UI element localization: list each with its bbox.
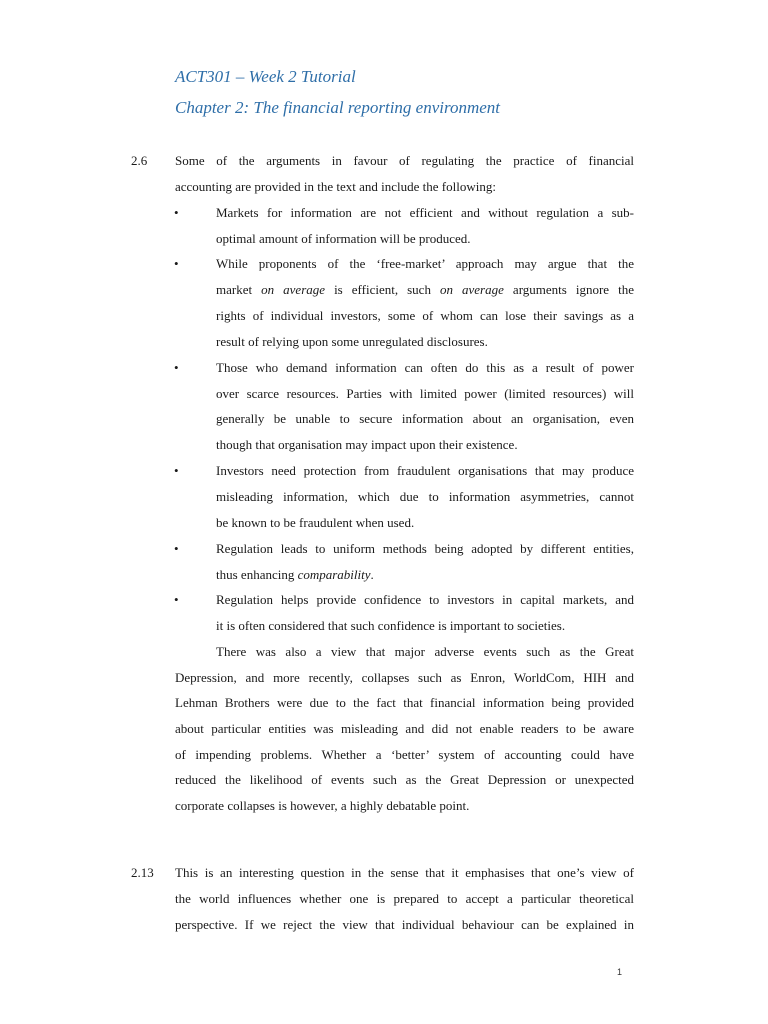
text-run: is efficient, such [325, 282, 440, 297]
section-number: 2.13 [131, 865, 154, 880]
paragraph-line: Lehman Brothers were due to the fact that financial information being provided [175, 695, 634, 710]
emphasis-text: on average [261, 282, 326, 297]
paragraph-line: There was also a view that major adverse events such as the Great [216, 644, 634, 659]
bullet-marker: • [174, 256, 179, 271]
bullet-marker: • [174, 463, 179, 478]
paragraph-line: about particular entities was misleading and did not enable readers to be aware [175, 721, 634, 736]
bullet-line: Those who demand information can often do this as a result of power [216, 360, 634, 375]
bullet-line: Markets for information are not efficient and without regulation a sub- [216, 205, 634, 220]
paragraph-line: reduced the likelihood of events such as the Great Depression or unexpected [175, 772, 634, 787]
bullet-line: optimal amount of information will be produced. [216, 231, 471, 246]
emphasis-text: comparability [297, 567, 371, 582]
bullet-marker: • [174, 541, 179, 556]
section-number: 2.6 [131, 153, 148, 168]
page-number: 1 [617, 967, 623, 977]
paragraph-line: accounting are provided in the text and include the following: [175, 179, 496, 194]
bullet-line [216, 277, 634, 303]
emphasis-text: on average [439, 282, 504, 297]
paragraph-line: Some of the arguments in favour of regulating the practice of financial [175, 153, 634, 168]
bullet-line: though that organisation may impact upon their existence. [216, 437, 518, 452]
paragraph-line: corporate collapses is however, a highly debatable point. [175, 798, 470, 813]
paragraph-line: This is an interesting question in the sense that it emphasises that one’s view of [175, 865, 634, 880]
paragraph-line: perspective. If we reject the view that individual behaviour can be explained in [175, 917, 634, 932]
text-run: market [216, 282, 262, 297]
bullet-line: it is often considered that such confidence is important to societies. [216, 618, 566, 633]
text-run: arguments ignore the [503, 282, 634, 297]
paragraph-line: of impending problems. Whether a ‘better’ system of accounting could have [175, 747, 634, 762]
bullet-line: over scarce resources. Parties with limited power (limited resources) will [216, 386, 634, 401]
bullet-line: Regulation leads to uniform methods being adopted by different entities, [216, 541, 634, 556]
text-run: . [370, 567, 374, 582]
bullet-line: generally be unable to secure information about an organisation, even [216, 411, 634, 426]
bullet-marker: • [174, 205, 179, 220]
chapter-heading: Chapter 2: The financial reporting environment [175, 98, 501, 117]
bullet-marker: • [174, 360, 179, 375]
bullet-line [216, 562, 374, 588]
bullet-line: be known to be fraudulent when used. [216, 515, 415, 530]
bullet-line: While proponents of the ‘free-market’ approach may argue that the [216, 256, 634, 271]
text-run: thus enhancing [216, 567, 298, 582]
bullet-marker: • [174, 592, 179, 607]
bullet-line: rights of individual investors, some of whom can lose their savings as a [216, 308, 634, 323]
paragraph-line: Depression, and more recently, collapses such as Enron, WorldCom, HIH and [175, 670, 634, 685]
bullet-line: Regulation helps provide confidence to investors in capital markets, and [216, 592, 634, 607]
paragraph-line: the world influences whether one is prepared to accept a particular theoretical [175, 891, 634, 906]
bullet-line: Investors need protection from fraudulent organisations that may produce [216, 463, 634, 478]
bullet-line: misleading information, which due to information asymmetries, cannot [216, 489, 634, 504]
bullet-line: result of relying upon some unregulated disclosures. [216, 334, 488, 349]
document-title: ACT301 – Week 2 Tutorial [175, 67, 356, 86]
